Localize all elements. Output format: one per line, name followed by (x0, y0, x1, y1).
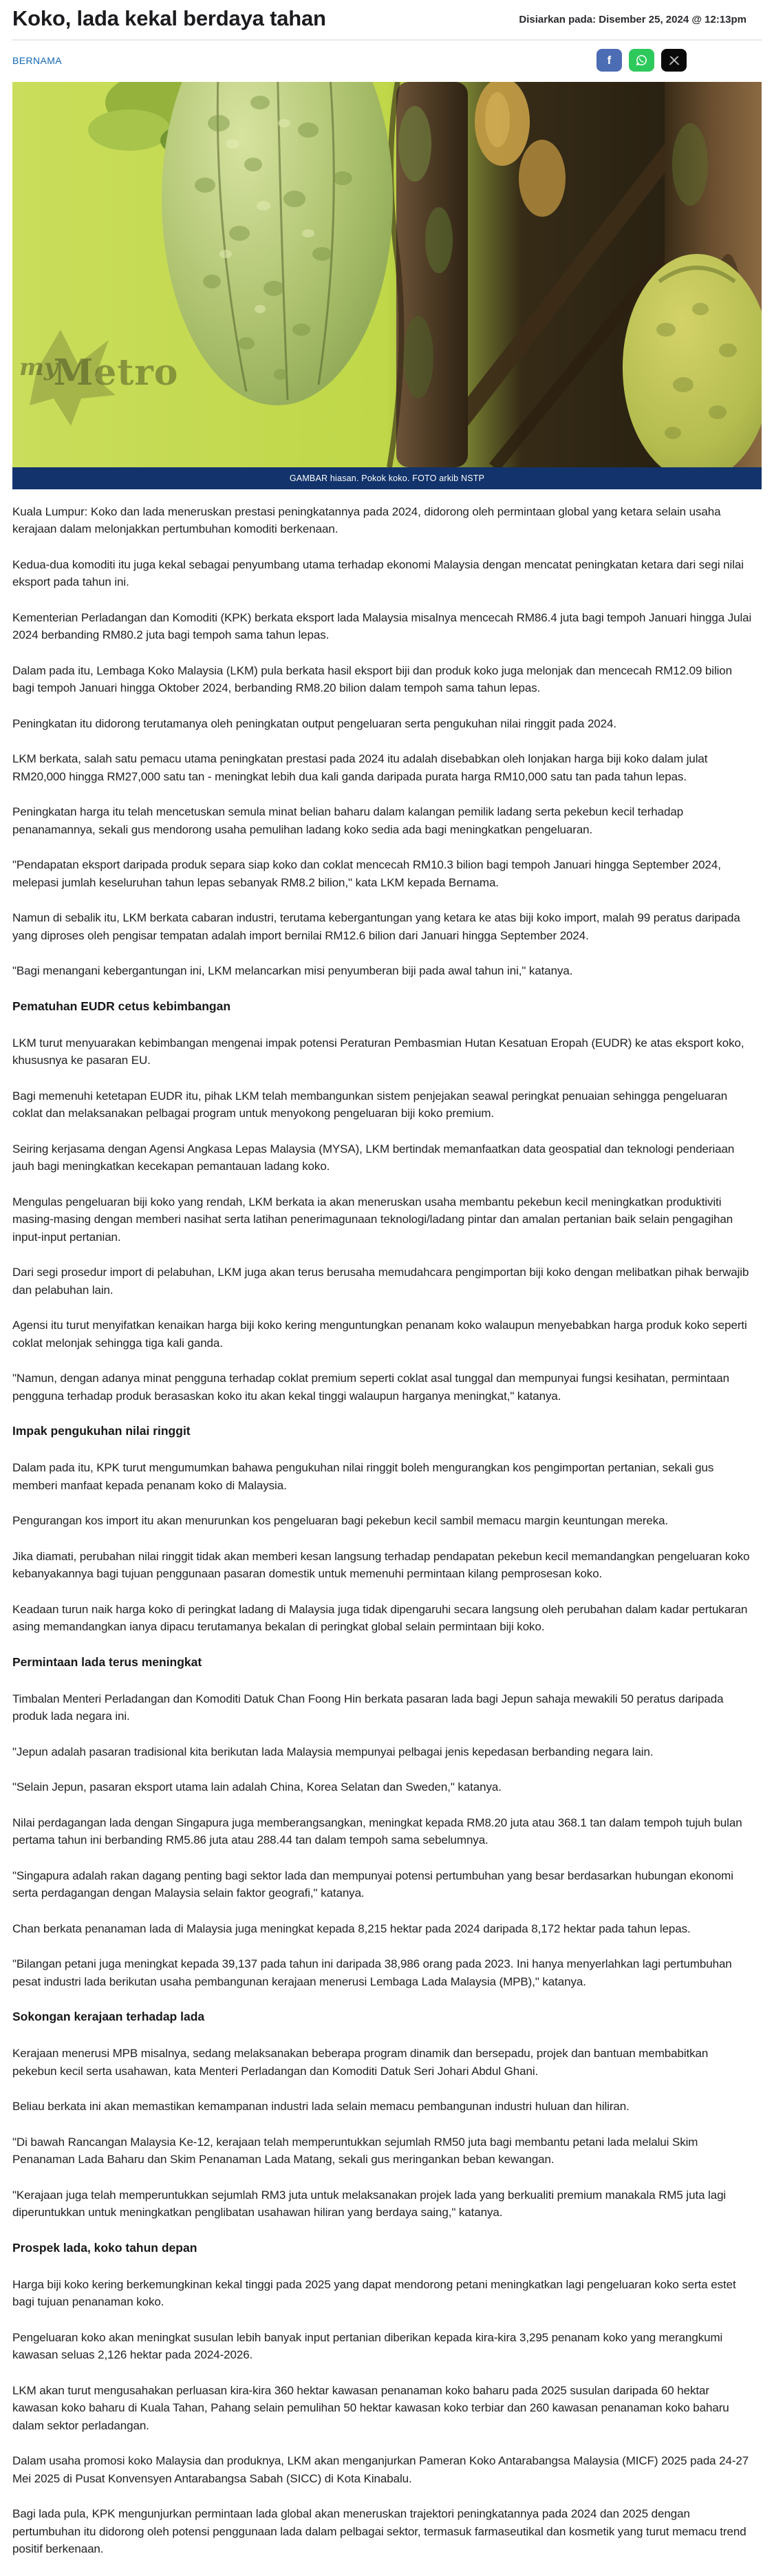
article-paragraph: Pengeluaran koko akan meningkat susulan lebih banyak input pertanian diberikan kepada kira-kira 3,295 penanam koko yang merangkumi kawasan seluas 2,126 hektar pada 2024-2026. (12, 2330, 723, 2362)
article-paragraph: "Namun, dengan adanya minat pengguna terhadap coklat premium seperti coklat asal tunggal dan mempunyai fungsi kesihatan, permintaan pengguna terhadap produk berasaskan koko itu akan kekal tinggi walaupun harganya meningkat," katanya. (12, 1372, 729, 1403)
article-paragraph: "Jepun adalah pasaran tradisional kita berikutan lada Malaysia mempunyai pelbagai jenis kepedasan berbanding negara lain. (12, 1745, 654, 1758)
section-heading: Impak pengukuhan nilai ringgit (12, 1424, 191, 1438)
article-paragraph: Seiring kerjasama dengan Agensi Angkasa Lepas Malaysia (MYSA), LKM bertindak memanfaatkan data geospatial dan teknologi penderiaan jauh bagi meningkatkan kecekapan pemantauan ladang koko. (12, 1142, 735, 1173)
article-paragraph: Beliau berkata ini akan memastikan kemampanan industri lada selain memacu pembangunan industri huluan dan hiliran. (12, 2100, 630, 2114)
article-paragraph: LKM akan turut mengusahakan perluasan kira-kira 360 hektar kawasan penanaman koko baharu pada 2025 susulan daripada 60 hektar kawasan koko baharu di Kuala Tahan, Pahang selain pemulihan 50 hektar kawasan koko terbiar dan 260 kawasan penanaman koko baharu dalam sektor perladangan. (12, 2383, 729, 2432)
article-paragraph: Peningkatan itu didorong terutamanya oleh peningkatan output pengeluaran serta pengukuhan nilai ringgit pada 2024. (12, 716, 616, 730)
article-paragraph: Timbalan Menteri Perladangan dan Komoditi Datuk Chan Foong Hin berkata pasaran lada bagi Jepun sahaja mewakili 50 peratus daripada produk lada negara ini. (12, 1692, 724, 1723)
watermark-metro-text: Metro (53, 351, 179, 394)
article-paragraph: "Bagi menangani kebergantungan ini, LKM melancarkan misi penyumberan biji pada awal tahun ini," katanya. (12, 964, 573, 978)
share-buttons (596, 49, 687, 72)
section-heading: Prospek lada, koko tahun depan (12, 2240, 197, 2255)
source-share-row (12, 41, 762, 81)
article-paragraph: Chan berkata penanaman lada di Malaysia juga meningkat kepada 8,215 hektar pada 2024 daripada 8,172 hektar pada tahun lepas. (12, 1922, 691, 1935)
section-heading: Pematuhan EUDR cetus kebimbangan (12, 999, 231, 1013)
article-paragraph: LKM berkata, salah satu pemacu utama peningkatan prestasi pada 2024 itu adalah disebabkan oleh lonjakan harga biji koko dalam julat RM20,000 hingga RM27,000 satu tan - meningkat lebih dua kali ganda daripada purata harga RM10,000 satu tan pada tahun lepas. (12, 752, 708, 783)
whatsapp-share-button[interactable] (629, 49, 654, 72)
watermark-my-text: my (19, 353, 58, 381)
article-paragraph: Kementerian Perladangan dan Komoditi (KPK) berkata eksport lada Malaysia misalnya mencecah RM86.4 juta bagi tempoh Januari hingga Julai 2024 berbanding RM80.2 juta bagi tempoh sama tahun lepas. (12, 610, 752, 642)
article-paragraph: Dalam pada itu, Lembaga Koko Malaysia (LKM) pula berkata hasil eksport biji dan produk koko juga melonjak dan mencecah RM12.09 bilion bagi tempoh Januari hingga Oktober 2024, berbanding RM8.20 bilion dalam tempoh sama tahun lepas. (12, 663, 733, 695)
article-paragraph: Pengurangan kos import itu akan menurunkan kos pengeluaran bagi pekebun kecil sambil memacu margin keuntungan mereka. (12, 1514, 669, 1528)
article-paragraph: "Singapura adalah rakan dagang penting bagi sektor lada dan mempunyai potensi pertumbuhan yang besar berdasarkan hubungan ekonomi serta perdagangan dengan Malaysia selain faktor geografi," katanya. (12, 1869, 733, 1900)
section-heading: Permintaan lada terus meningkat (12, 1654, 202, 1669)
x-share-button[interactable] (661, 49, 687, 72)
article-paragraph: "Kerajaan juga telah memperuntukkan sejumlah RM3 juta untuk melaksanakan projek lada yang berkualiti premium manakala RM5 juta lagi diperuntukkan untuk meningkatkan penglibatan usahawan hiliran yang berdaya saing," katanya. (12, 2188, 727, 2220)
page-title: Koko, lada kekal berdaya tahan (12, 6, 326, 30)
section-heading: Sokongan kerajaan terhadap lada (12, 2010, 205, 2024)
hero-image (12, 82, 762, 489)
article-paragraph: Kerajaan menerusi MPB misalnya, sedang melaksanakan beberapa program dinamik dan bersepadu, projek dan bantuan membabitkan pekebun kecil serta usahawan, kata Menteri Perladangan dan Komoditi Datuk Seri Johari Abdul Ghani. (12, 2047, 709, 2078)
article-paragraph: Jika diamati, perubahan nilai ringgit tidak akan memberi kesan langsung terhadap pendapatan pekebun kecil memandangkan pengeluaran koko kebanyakannya bagi tujuan penggunaan pasaran domestik untuk memenuhi permintaan kilang pemprosesan koko. (12, 1549, 750, 1581)
article-paragraph: Mengulas pengeluaran biji koko yang rendah, LKM berkata ia akan meneruskan usaha membantu pekebun kecil meningkatkan produktiviti masing-masing dengan memberi nasihat serta latihan penerimagunaan teknologi/ladang pintar dan amalan pertanian baik selain pengagihan input-input pertanian. (12, 1195, 733, 1244)
x-icon (668, 54, 680, 67)
published-date: Disiarkan pada: Disember 25, 2024 @ 12:13pm (519, 14, 746, 25)
article-paragraph: Peningkatan harga itu telah mencetuskan semula minat belian baharu dalam kalangan pemilik ladang serta pekebun kecil terhadap penanamannya, sekali gus mendorong usaha pemulihan ladang koko sedia ada bagi meningkatkan pengeluaran. (12, 805, 684, 836)
article-paragraph: Namun di sebalik itu, LKM berkata cabaran industri, terutama kebergantungan yang ketara ke atas biji koko import, malah 99 peratus daripada yang diproses oleh pengisar tempatan adalah import bernilai RM12.6 bilion dari Januari hingga September 2024. (12, 911, 740, 942)
article-paragraph: Dalam pada itu, KPK turut mengumumkan bahawa pengukuhan nilai ringgit boleh mengurangkan kos pengimportan pertanian, sekali gus memberi manfaat kepada penanam koko di Malaysia. (12, 1461, 714, 1492)
article-body (12, 489, 754, 2558)
article-paragraph: Bagi memenuhi ketetapan EUDR itu, pihak LKM telah membangunkan sistem penjejakan seawal peringkat penuaian sehingga pengeluaran coklat dan melaksanakan pelbagai program untuk menyokong pengeluaran biji koko premium. (12, 1089, 728, 1120)
article-paragraph: "Di bawah Rancangan Malaysia Ke-12, kerajaan telah memperuntukkan sejumlah RM50 juta bagi membantu petani lada melalui Skim Penanaman Lada Baharu dan Skim Penanaman Lada Matang, sekali gus meringankan beban kewangan. (12, 2135, 698, 2167)
article-paragraph: Harga biji koko kering berkemungkinan kekal tinggi pada 2025 yang dapat mendorong petani meningkatkan lagi pengeluaran koko serta estet bagi tujuan penanaman koko. (12, 2277, 736, 2309)
article-paragraph: "Selain Jepun, pasaran eksport utama lain adalah China, Korea Selatan dan Sweden," katanya. (12, 1780, 502, 1794)
facebook-icon: f (607, 53, 612, 67)
header (12, 0, 762, 32)
source-link[interactable]: BERNAMA (12, 54, 63, 66)
image-caption: GAMBAR hiasan. Pokok koko. FOTO arkib NSTP (12, 467, 762, 489)
article-paragraph: "Bilangan petani juga meningkat kepada 39,137 pada tahun ini daripada 38,986 orang pada 2023. Ini hanya menyerlahkan lagi pertumbuhan pesat industri lada berikutan usaha pembangunan kerajaan menerusi Lembaga Lada Malaysia (MPB)," katanya. (12, 1957, 732, 1988)
facebook-share-button[interactable] (596, 49, 622, 72)
article-paragraph: Kuala Lumpur: Koko dan lada meneruskan prestasi peningkatannya pada 2024, didorong oleh permintaan global yang ketara selain usaha kerajaan dalam melonjakkan pertumbuhan komoditi berkenaan. (12, 504, 721, 536)
article-paragraph: Kedua-dua komoditi itu juga kekal sebagai penyumbang utama terhadap ekonomi Malaysia dengan mencatat peningkatan ketara dari segi nilai eksport pada tahun ini. (12, 557, 744, 589)
article-paragraph: LKM turut menyuarakan kebimbangan mengenai impak potensi Peraturan Pembasmian Hutan Kesatuan Eropah (EUDR) ke atas eksport koko, khususnya ke pasaran EU. (12, 1036, 744, 1067)
article-paragraph: Dari segi prosedur import di pelabuhan, LKM juga akan terus berusaha memudahcara pengimportan biji koko dengan melibatkan pihak berwajib dan pelabuhan lain. (12, 1266, 749, 1297)
article-paragraph: Nilai perdagangan lada dengan Singapura juga memberangsangkan, meningkat kepada RM8.20 juta atau 368.1 tan dalam tempoh tujuh bulan pertama tahun ini berbanding RM5.86 juta atau 288.44 tan dalam tempoh sama sebelumnya. (12, 1816, 742, 1847)
article-paragraph: Agensi itu turut menyifatkan kenaikan harga biji koko kering menguntungkan penanam koko walaupun menyebabkan harga produk koko seperti coklat melonjak sehingga tiga kali ganda. (12, 1319, 747, 1350)
article-paragraph: Keadaan turun naik harga koko di peringkat ladang di Malaysia juga tidak dipengaruhi secara langsung oleh perubahan dalam kadar pertukaran asing memandangkan ianya dipacu terutamanya bekalan di peringkat global selain permintaan biji koko. (12, 1602, 748, 1634)
article-paragraph: Bagi lada pula, KPK mengunjurkan permintaan lada global akan meneruskan trajektori peningkatannya pada 2024 dan 2025 dengan pertumbuhan itu didorong oleh potensi penggunaan lada dalam pelbagai sektor, termasuk farmaseutikal dan kosmetik yang turut memacu trend positif berkenaan. (12, 2507, 746, 2556)
article-paragraph: "Pendapatan eksport daripada produk separa siap koko dan coklat mencecah RM10.3 bilion bagi tempoh Januari hingga September 2024, melepasi jumlah keseluruhan tahun lepas sebanyak RM8.2 bilion," kata LKM kepada Bernama. (12, 858, 721, 889)
article-paragraph: Dalam usaha promosi koko Malaysia dan produknya, LKM akan menganjurkan Pameran Koko Antarabangsa Malaysia (MICF) 2025 pada 24-27 Mei 2025 di Pusat Konvensyen Antarabangsa Sabah (SICC) di Kota Kinabalu. (12, 2454, 749, 2485)
whatsapp-icon (635, 54, 648, 67)
cocoa-tree-photo (12, 82, 762, 467)
